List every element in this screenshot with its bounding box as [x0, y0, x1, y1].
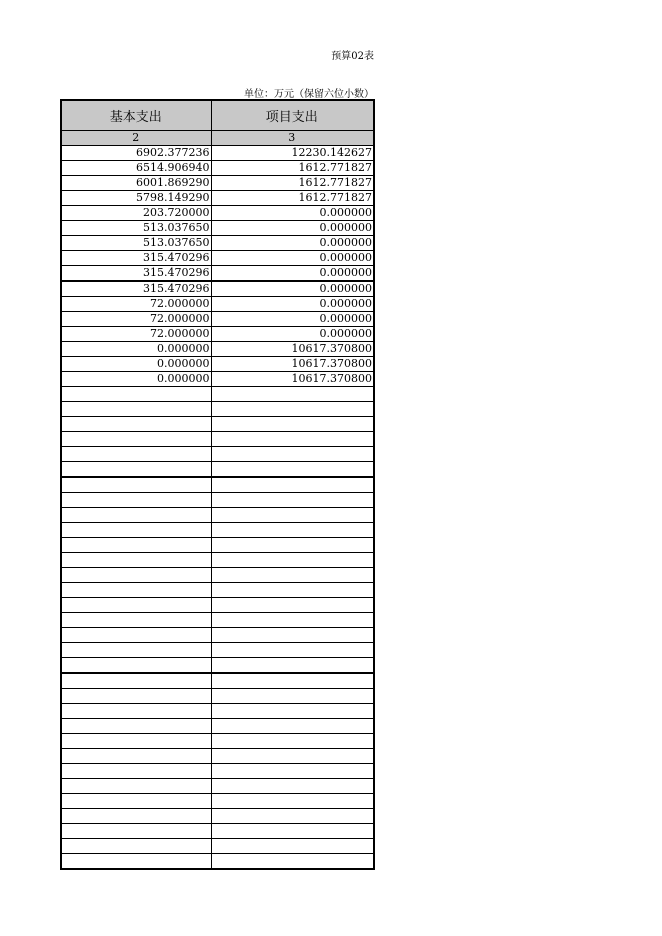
- table-row: [61, 854, 374, 870]
- table-row: [61, 236, 374, 251]
- table-row: [61, 372, 374, 387]
- basic-expenditure-cell: [61, 764, 211, 779]
- table-row: [61, 704, 374, 719]
- table-row: [61, 689, 374, 704]
- budget-table: [60, 99, 375, 870]
- table-row: [61, 779, 374, 794]
- table-row: [61, 387, 374, 402]
- project-expenditure-cell: [211, 854, 374, 870]
- table-row: [61, 312, 374, 327]
- basic-expenditure-cell: [61, 508, 211, 523]
- header-row: [61, 100, 374, 131]
- table-row: [61, 176, 374, 191]
- project-expenditure-cell: [211, 447, 374, 462]
- table-row: [61, 417, 374, 432]
- table-row: [61, 824, 374, 839]
- project-expenditure-cell: 0.000000: [211, 327, 374, 342]
- basic-expenditure-cell: [61, 673, 211, 689]
- project-expenditure-cell: 0.000000: [211, 266, 374, 282]
- table-row: [61, 598, 374, 613]
- project-expenditure-cell: [211, 613, 374, 628]
- project-expenditure-cell: [211, 523, 374, 538]
- table-row: [61, 462, 374, 478]
- basic-expenditure-cell: [61, 613, 211, 628]
- basic-expenditure-cell: 0.000000: [61, 342, 211, 357]
- form-code: 预算02表: [331, 51, 374, 62]
- basic-expenditure-cell: [61, 568, 211, 583]
- basic-expenditure-cell: [61, 749, 211, 764]
- table-row: [61, 447, 374, 462]
- project-expenditure-cell: [211, 749, 374, 764]
- table-row: [61, 719, 374, 734]
- project-expenditure-cell: 0.000000: [211, 297, 374, 312]
- project-expenditure-cell: [211, 493, 374, 508]
- project-expenditure-cell: [211, 508, 374, 523]
- table-row: [61, 658, 374, 674]
- project-expenditure-cell: 10617.370800: [211, 357, 374, 372]
- basic-expenditure-cell: [61, 432, 211, 447]
- project-expenditure-cell: 1612.771827: [211, 191, 374, 206]
- project-expenditure-cell: 0.000000: [211, 236, 374, 251]
- project-expenditure-cell: 0.000000: [211, 251, 374, 266]
- basic-expenditure-cell: 72.000000: [61, 312, 211, 327]
- project-expenditure-cell: [211, 824, 374, 839]
- project-expenditure-cell: 0.000000: [211, 221, 374, 236]
- basic-expenditure-cell: 315.470296: [61, 281, 211, 297]
- project-expenditure-cell: 10617.370800: [211, 372, 374, 387]
- table-row: [61, 523, 374, 538]
- table-row: [61, 432, 374, 447]
- basic-expenditure-cell: 72.000000: [61, 327, 211, 342]
- project-expenditure-cell: [211, 658, 374, 674]
- unit-note: 单位：万元（保留六位小数）: [244, 89, 374, 100]
- project-expenditure-cell: [211, 387, 374, 402]
- project-expenditure-cell: 1612.771827: [211, 176, 374, 191]
- column-index-2: 3: [211, 131, 374, 146]
- basic-expenditure-cell: 6001.869290: [61, 176, 211, 191]
- project-expenditure-cell: 12230.142627: [211, 146, 374, 161]
- project-expenditure-cell: [211, 764, 374, 779]
- table-body: [61, 146, 374, 870]
- column-index-row: [61, 131, 374, 146]
- table-row: [61, 402, 374, 417]
- basic-expenditure-cell: [61, 689, 211, 704]
- project-expenditure-cell: [211, 719, 374, 734]
- project-expenditure-cell: [211, 689, 374, 704]
- project-expenditure-cell: [211, 583, 374, 598]
- basic-expenditure-cell: [61, 402, 211, 417]
- basic-expenditure-cell: [61, 538, 211, 553]
- basic-expenditure-cell: 6902.377236: [61, 146, 211, 161]
- project-expenditure-cell: [211, 673, 374, 689]
- table-row: [61, 161, 374, 176]
- project-expenditure-cell: [211, 628, 374, 643]
- basic-expenditure-cell: [61, 809, 211, 824]
- basic-expenditure-cell: [61, 493, 211, 508]
- table-row: [61, 206, 374, 221]
- basic-expenditure-cell: 315.470296: [61, 266, 211, 282]
- project-expenditure-cell: [211, 477, 374, 493]
- basic-expenditure-cell: 72.000000: [61, 297, 211, 312]
- table-row: [61, 613, 374, 628]
- table-row: [61, 583, 374, 598]
- project-expenditure-cell: 1612.771827: [211, 161, 374, 176]
- basic-expenditure-cell: 513.037650: [61, 221, 211, 236]
- table-row: [61, 794, 374, 809]
- basic-expenditure-cell: 0.000000: [61, 357, 211, 372]
- project-expenditure-cell: [211, 839, 374, 854]
- table-row: [61, 266, 374, 282]
- project-expenditure-cell: [211, 809, 374, 824]
- basic-expenditure-cell: 203.720000: [61, 206, 211, 221]
- table-row: [61, 568, 374, 583]
- table-row: [61, 538, 374, 553]
- project-expenditure-cell: [211, 417, 374, 432]
- table-row: [61, 297, 374, 312]
- project-expenditure-cell: 0.000000: [211, 312, 374, 327]
- table-row: [61, 251, 374, 266]
- table-row: [61, 839, 374, 854]
- table-row: [61, 553, 374, 568]
- table-row: [61, 673, 374, 689]
- table-row: [61, 477, 374, 493]
- table-row: [61, 508, 374, 523]
- basic-expenditure-cell: 0.000000: [61, 372, 211, 387]
- project-expenditure-cell: [211, 794, 374, 809]
- basic-expenditure-cell: [61, 598, 211, 613]
- project-expenditure-cell: [211, 432, 374, 447]
- basic-expenditure-cell: [61, 477, 211, 493]
- basic-expenditure-cell: [61, 824, 211, 839]
- basic-expenditure-cell: [61, 447, 211, 462]
- basic-expenditure-cell: [61, 523, 211, 538]
- basic-expenditure-cell: [61, 704, 211, 719]
- project-expenditure-cell: [211, 734, 374, 749]
- header-project-expenditure: 项目支出: [211, 100, 374, 131]
- basic-expenditure-cell: [61, 643, 211, 658]
- table-row: [61, 357, 374, 372]
- table-row: [61, 493, 374, 508]
- basic-expenditure-cell: [61, 734, 211, 749]
- basic-expenditure-cell: 315.470296: [61, 251, 211, 266]
- project-expenditure-cell: [211, 538, 374, 553]
- basic-expenditure-cell: [61, 794, 211, 809]
- table-row: [61, 764, 374, 779]
- project-expenditure-cell: 10617.370800: [211, 342, 374, 357]
- table-row: [61, 643, 374, 658]
- basic-expenditure-cell: [61, 417, 211, 432]
- basic-expenditure-cell: [61, 462, 211, 478]
- column-index-1: 2: [61, 131, 211, 146]
- project-expenditure-cell: 0.000000: [211, 206, 374, 221]
- basic-expenditure-cell: 513.037650: [61, 236, 211, 251]
- basic-expenditure-cell: [61, 658, 211, 674]
- project-expenditure-cell: [211, 704, 374, 719]
- table-row: [61, 146, 374, 161]
- project-expenditure-cell: [211, 598, 374, 613]
- basic-expenditure-cell: [61, 583, 211, 598]
- basic-expenditure-cell: [61, 387, 211, 402]
- table-row: [61, 221, 374, 236]
- table-row: [61, 191, 374, 206]
- basic-expenditure-cell: [61, 719, 211, 734]
- project-expenditure-cell: [211, 779, 374, 794]
- header-basic-expenditure: 基本支出: [61, 100, 211, 131]
- table-row: [61, 281, 374, 297]
- project-expenditure-cell: [211, 643, 374, 658]
- basic-expenditure-cell: 5798.149290: [61, 191, 211, 206]
- project-expenditure-cell: 0.000000: [211, 281, 374, 297]
- basic-expenditure-cell: [61, 553, 211, 568]
- basic-expenditure-cell: [61, 839, 211, 854]
- basic-expenditure-cell: 6514.906940: [61, 161, 211, 176]
- table-row: [61, 327, 374, 342]
- basic-expenditure-cell: [61, 628, 211, 643]
- table-row: [61, 749, 374, 764]
- table-row: [61, 734, 374, 749]
- project-expenditure-cell: [211, 568, 374, 583]
- basic-expenditure-cell: [61, 779, 211, 794]
- table-row: [61, 628, 374, 643]
- project-expenditure-cell: [211, 402, 374, 417]
- table-row: [61, 342, 374, 357]
- basic-expenditure-cell: [61, 854, 211, 870]
- project-expenditure-cell: [211, 462, 374, 478]
- table-row: [61, 809, 374, 824]
- project-expenditure-cell: [211, 553, 374, 568]
